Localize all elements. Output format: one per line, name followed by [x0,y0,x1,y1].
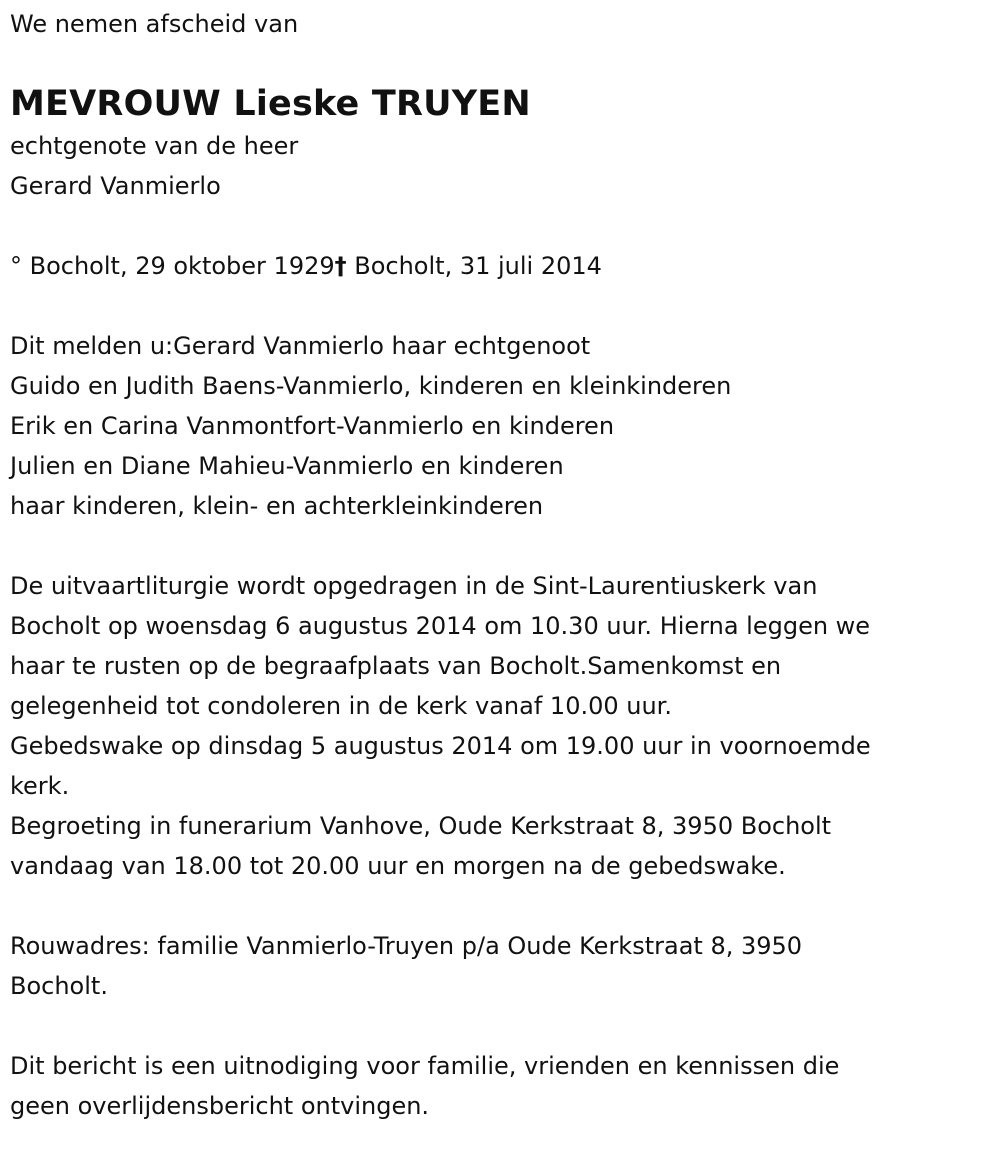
funeral-line: haar te rusten op de begraafplaats van Bocholt.Samenkomst en [10,652,782,680]
dates-line [10,246,990,286]
funeral-line: kerk. [10,772,70,800]
funeral-line: gelegenheid tot condoleren in de kerk vanaf 10.00 uur. [10,692,672,720]
address-line: Bocholt. [10,972,108,1000]
deceased-name: MEVROUW Lieske TRUYEN [10,84,531,124]
funeral-line: De uitvaartliturgie wordt opgedragen in de Sint-Laurentiuskerk van [10,572,818,600]
intro-text: We nemen afscheid van [10,10,299,38]
spacer [10,526,990,566]
birth-text: ° Bocholt, 29 oktober 1929 [10,252,335,280]
closing-line: Dit bericht is een uitnodiging voor familie, vrienden en kennissen die [10,1052,840,1080]
family-line: Guido en Judith Baens-Vanmierlo, kinderen en kleinkinderen [10,372,732,400]
spacer [10,206,990,246]
funeral-line: Gebedswake op dinsdag 5 augustus 2014 om 19.00 uur in voornoemde [10,732,871,760]
spacer [10,286,990,326]
funeral-line: Bocholt op woensdag 6 augustus 2014 om 10.30 uur. Hierna leggen we [10,612,871,640]
funeral-line: vandaag van 18.00 tot 20.00 uur en morgen na de gebedswake. [10,852,786,880]
spacer [10,1006,990,1046]
spouse-line-1: echtgenote van de heer [10,132,299,160]
spacer [10,886,990,926]
family-line: Dit melden u:Gerard Vanmierlo haar echtgenoot [10,332,591,360]
spouse-line-2: Gerard Vanmierlo [10,172,221,200]
family-line: haar kinderen, klein- en achterkleinkinderen [10,492,544,520]
family-line: Julien en Diane Mahieu-Vanmierlo en kinderen [10,452,564,480]
death-text: Bocholt, 31 juli 2014 [346,252,602,280]
funeral-line: Begroeting in funerarium Vanhove, Oude Kerkstraat 8, 3950 Bocholt [10,812,832,840]
family-line: Erik en Carina Vanmontfort-Vanmierlo en kinderen [10,412,615,440]
death-notice [10,4,990,1126]
address-line: Rouwadres: familie Vanmierlo-Truyen p/a Oude Kerkstraat 8, 3950 [10,932,803,960]
closing-line: geen overlijdensbericht ontvingen. [10,1092,430,1120]
cross-icon: † [334,252,347,280]
